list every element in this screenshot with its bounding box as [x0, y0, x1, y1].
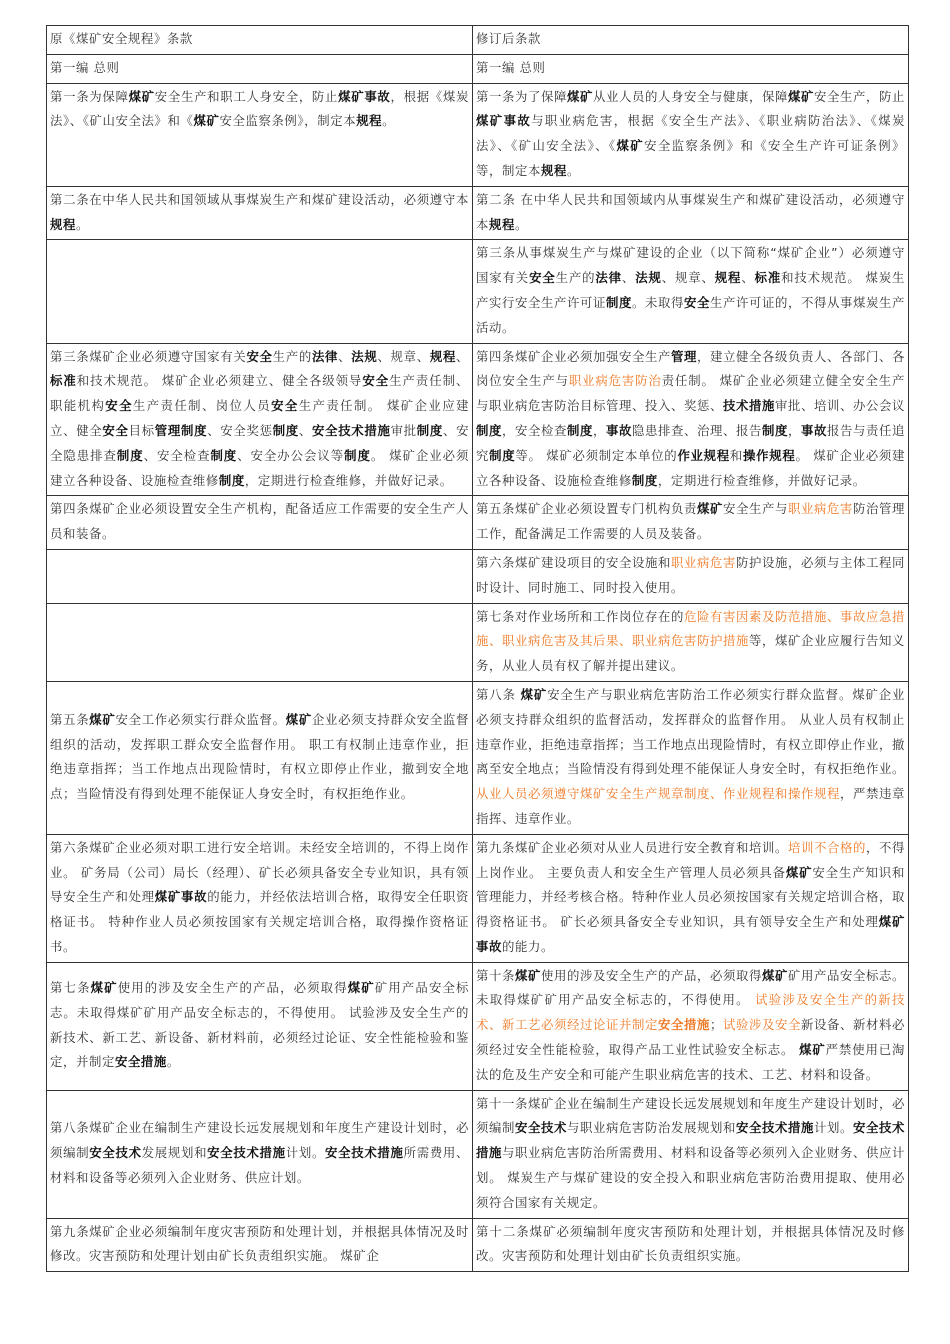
text-run: 和技术规范。 煤炭生产实行安全生产许可证: [476, 270, 906, 310]
section-row: [47, 54, 909, 83]
revised-article-cell: [473, 83, 909, 186]
text-run: 第九条煤矿企业必须编制年度灾害预防和处理计划，并根据具体情况及时修改。灾害预防和处理计划由矿长负责组织实施。 煤矿企: [50, 1223, 469, 1264]
bold-term: 制度: [272, 422, 299, 438]
highlighted-text: 试验涉及安全生产的新技术、新工艺必须经过论证并制定: [476, 992, 905, 1033]
text-run: 第四条煤矿企业必须加强安全生产: [476, 348, 671, 364]
bold-term: 制度: [476, 422, 502, 438]
text-run: 第九条煤矿企业必须对从业人员进行安全教育和培训。: [476, 839, 788, 855]
bold-term: 煤矿: [193, 113, 220, 129]
text-run: 、: [621, 270, 636, 286]
bold-term: 事故: [606, 422, 632, 438]
revised-article-cell: [473, 343, 909, 496]
text-run: 第二条 在中华人民共和国领域内从事煤炭生产和煤矿建设活动，必须遵守本: [476, 191, 905, 232]
bold-term: 制度: [416, 422, 443, 438]
highlighted-text: 职业病危害防治: [568, 373, 662, 389]
text-run: 、安全奖惩: [207, 422, 273, 438]
highlighted-text: 安全措施: [658, 1017, 710, 1033]
text-run: 。: [75, 216, 89, 232]
text-run: 第六条煤矿企业必须对职工进行安全培训。未经安全培训的，不得上岗作业。 矿务局（公司）局长（经理）、矿长必须具备安全专业知识，具有领导安全生产和处理: [50, 839, 469, 905]
text-run: 生产责任制、职能机构: [50, 373, 470, 414]
text-run: ，定期进行检查维修，并做好记录。: [244, 472, 453, 488]
text-run: 生产的: [555, 270, 596, 286]
text-run: 安全生产与: [723, 501, 788, 517]
text-run: 第五条煤矿企业必须设置专门机构负责: [476, 501, 697, 517]
original-articles-header: 原《煤矿安全规程》条款: [47, 26, 473, 55]
text-run: 的能力。: [501, 938, 554, 954]
highlighted-text: 危险有害因素及防范措施、事故应急措施、职业病危害及其后果、职业病危害防护措施: [476, 608, 905, 649]
bold-term: 煤矿: [285, 711, 312, 727]
text-run: ，不得上岗作业。 主要负责人和安全生产管理人员必须具备: [476, 839, 905, 880]
row-article-12: [47, 1218, 909, 1272]
bold-term: 安全: [684, 294, 710, 310]
text-run: 第三条煤矿企业必须遵守国家有关: [50, 348, 247, 364]
original-article-cell: [47, 83, 473, 186]
bold-term: 制度: [210, 447, 238, 463]
highlighted-text: 职业病危害: [671, 554, 736, 570]
text-run: 第四条煤矿企业必须设置安全生产机构，配备适应工作需要的安全生产人员和装备。: [50, 501, 469, 542]
revised-article-cell: [473, 186, 909, 240]
text-run: ，严禁违章指挥、违章作业。: [476, 786, 905, 826]
text-run: 第五条: [50, 711, 90, 727]
section-title-revised: 第一编 总则: [473, 54, 909, 83]
text-run: 。: [514, 216, 528, 232]
original-article-cell: [47, 549, 473, 603]
bold-term: 法规: [351, 348, 378, 364]
text-run: 第十二条煤矿必须编制年度灾害预防和处理计划，并根据具体情况及时修改。灾害预防和处理计划由矿长负责组织实施。: [476, 1223, 905, 1264]
revised-article-cell: [473, 603, 909, 681]
bold-term: 煤矿: [785, 864, 813, 880]
bold-term: 事故: [364, 88, 391, 104]
text-run: 第七条: [50, 980, 91, 996]
row-article-6-new: [47, 549, 909, 603]
text-run: 企业必须支持群众安全监督组织的活动，发挥职工群众安全监督作用。 职工有权制止违章作业，拒绝违章指挥；当工作地点出现险情时，有权立即停止作业，撤到安全地点；当险情没有得到处理不能保证人身安全时，有权拒绝作业。: [50, 711, 469, 802]
bold-term: 安全: [271, 398, 299, 414]
original-article-cell: [47, 681, 473, 834]
original-article-cell: [47, 186, 473, 240]
text-run: 防治管理工作，配备满足工作需要的人员及装备。: [476, 501, 905, 542]
row-article-11: [47, 1090, 909, 1218]
header-row: [47, 26, 909, 55]
bold-term: 煤矿: [762, 967, 788, 983]
original-article-cell: [47, 603, 473, 681]
original-article-cell: [47, 240, 473, 343]
original-article-cell: [47, 834, 473, 962]
bold-term: 煤矿: [90, 980, 118, 996]
regulation-comparison-document: [46, 25, 908, 1272]
bold-term: 安全: [362, 373, 390, 389]
text-run: 、规章、: [661, 270, 715, 286]
bold-term: 煤矿: [338, 88, 365, 104]
row-article-9: [47, 834, 909, 962]
text-run: 。: [382, 113, 396, 129]
text-run: 审批: [390, 422, 417, 438]
text-run: 安全工作必须实行群众监督。: [115, 711, 286, 727]
bold-term: 规程: [356, 113, 383, 129]
text-run: ，: [593, 422, 606, 438]
original-article-cell: [47, 962, 473, 1090]
text-run: 和: [729, 447, 744, 463]
revised-article-cell: [473, 834, 909, 962]
text-run: 、: [338, 348, 352, 364]
bold-term: 安全技术措施: [476, 1120, 905, 1161]
text-run: 第二条在中华人民共和国领域从事煤炭生产和煤矿建设活动，必须遵守本: [50, 191, 469, 207]
text-run: 的能力，并经依法培训合格，取得安全任职资格证书。 特种作业人员必须按国家有关规定培训合格，取得操作资格证书。: [50, 889, 470, 954]
bold-term: 规程: [50, 216, 76, 232]
bold-term: 煤矿: [128, 88, 155, 104]
revised-article-cell: [473, 240, 909, 343]
highlighted-text: 职业病危害: [788, 501, 853, 517]
text-run: 、安全隐患排查: [50, 422, 470, 463]
text-run: ，建立健全各级负责人、各部门、各岗位安全生产与: [476, 348, 905, 389]
text-run: ，根据《煤炭法》、《矿山安全法》和《: [50, 88, 470, 129]
bold-term: 作业规程: [677, 447, 730, 463]
text-run: 第一条为了保障: [476, 88, 567, 104]
bold-term: 法律: [595, 270, 622, 286]
text-run: 所需费用、材料和设备等必须列入企业财务、供应计划。: [50, 1145, 469, 1186]
text-run: 、规章、: [377, 348, 430, 364]
text-run: 矿用产品安全标志。未取得煤矿矿用产品安全标志的，不得使用。: [476, 967, 905, 1008]
text-run: 第十条: [476, 967, 515, 983]
row-article-4: [47, 343, 909, 496]
bold-term: 规程: [489, 216, 515, 232]
bold-term: 安全技术措施: [735, 1120, 814, 1136]
text-run: 第一条为保障: [50, 88, 129, 104]
text-run: 安全生产，防止: [814, 88, 905, 104]
text-run: 使用的涉及安全生产的产品，必须取得: [117, 980, 348, 996]
text-run: 安全生产知识和管理能力，并经考核合格。特种作业人员必须按国家有关规定培训合格，取得资格证书。 矿长必须具备安全专业知识，具有领导安全生产和处理: [476, 864, 905, 930]
text-run: ，: [788, 422, 801, 438]
row-article-8: [47, 681, 909, 834]
bold-term: 标准: [50, 373, 77, 389]
text-run: 责任制。 煤矿企业必须建立健全安全生产与职业病危害防治目标管理、投入、奖惩、: [476, 373, 906, 414]
row-article-7-new: [47, 603, 909, 681]
text-run: 。: [166, 1054, 180, 1070]
bold-term: 规程: [540, 162, 567, 178]
bold-term: 规程: [714, 270, 742, 286]
original-article-cell: [47, 1090, 473, 1218]
text-run: 第八条煤矿企业在编制生产建设长远发展规划和年度生产建设计划时，必须编制: [50, 1120, 469, 1161]
highlighted-text: 培训不合格的: [788, 839, 866, 855]
text-run: 与职业病危害防治发展规划和: [567, 1120, 736, 1136]
text-run: 计划。: [813, 1120, 853, 1136]
text-run: 与职业病危害防治所需费用、材料和设备等必须列入企业财务、供应计划。 煤炭生产与煤矿建设的安全投入和职业病危害防治费用提取、使用必须符合国家有关规定。: [476, 1145, 905, 1210]
bold-term: 煤矿: [799, 1042, 826, 1058]
bold-term: 制度: [762, 422, 788, 438]
bold-term: 安全技术措施: [207, 1145, 286, 1161]
row-article-10: [47, 962, 909, 1090]
text-run: 、安全检查: [143, 447, 211, 463]
bold-term: 规程: [429, 348, 457, 364]
text-run: 从业人员的人身安全与健康，保障: [593, 88, 788, 104]
highlighted-text: 从业人员必须遵守煤矿安全生产规章制度、作业规程和操作规程: [476, 786, 840, 802]
revised-article-cell: [473, 1218, 909, 1272]
text-run: 等，煤矿企业应履行告知义务，从业人员有权了解并提出建议。: [476, 633, 905, 674]
bold-term: 法规: [635, 270, 662, 286]
bold-term: 煤矿: [788, 88, 814, 104]
revised-article-cell: [473, 681, 909, 834]
bold-term: 安全技术: [515, 1120, 567, 1136]
bold-term: 煤矿: [347, 980, 375, 996]
bold-term: 煤矿: [616, 138, 645, 154]
text-run: 第三条从事煤炭生产与煤矿建设的企业（以下简称“煤矿企业”）必须遵守国家有关: [476, 245, 905, 286]
text-run: 生产责任制、岗位人员: [132, 398, 272, 414]
bold-term: 煤矿: [520, 686, 548, 702]
bold-term: 安全: [102, 422, 129, 438]
bold-term: 管理: [671, 348, 697, 364]
text-run: 。: [566, 162, 580, 178]
bold-term: 事故: [180, 889, 208, 905]
original-article-cell: [47, 343, 473, 496]
bold-term: 制度: [631, 472, 658, 488]
bold-term: 安全措施: [114, 1054, 167, 1070]
text-run: 防护设施，必须与主体工程同时设计、同时施工、同时投入使用。: [476, 554, 905, 595]
text-run: 。 煤矿企业必须建立各种设备、设施检查维修: [476, 447, 905, 488]
row-article-3-new: [47, 240, 909, 343]
text-run: 第八条: [476, 686, 521, 702]
text-run: 、: [298, 422, 312, 438]
bold-term: 事故: [503, 113, 532, 129]
bold-term: 煤矿: [878, 914, 905, 930]
revised-article-cell: [473, 962, 909, 1090]
bold-term: 制度: [489, 447, 516, 463]
comparison-table: [46, 25, 909, 1272]
revised-articles-header: 修订后条款: [473, 26, 909, 55]
bold-term: 技术措施: [723, 398, 775, 414]
text-run: 、: [741, 270, 755, 286]
text-run: 隐患排查、治理、报告: [632, 422, 762, 438]
text-run: 安全生产和职工人身安全，防止: [154, 88, 339, 104]
section-title-original: 第一编 总则: [47, 54, 473, 83]
bold-term: 事故: [801, 422, 827, 438]
text-run: 目标: [128, 422, 155, 438]
bold-term: 煤矿: [697, 501, 723, 517]
text-run: 生产许可证的，不得从事煤炭生产活动。: [476, 294, 905, 335]
row-article-1: [47, 83, 909, 186]
text-run: 新设备、新材料必须经过安全性能检验，取得产品工业性试验安全标志。: [476, 1017, 905, 1058]
text-run: 矿用产品安全标志。未取得煤矿矿用产品安全标志的，不得使用。 试验涉及安全生产的新技术、新工艺、新设备、新材料前，必须经过论证、安全性能检验和鉴定，并制定: [50, 980, 470, 1070]
text-run: ，安全检查: [502, 422, 567, 438]
text-run: 第十一条煤矿企业在编制生产建设长远发展规划和年度生产建设计划时，必须编制: [476, 1095, 905, 1136]
bold-term: 制度: [181, 422, 208, 438]
bold-term: 煤矿: [476, 113, 504, 129]
bold-term: 事故: [476, 938, 502, 954]
row-article-2: [47, 186, 909, 240]
bold-term: 安全: [105, 398, 133, 414]
bold-term: 煤矿: [567, 88, 593, 104]
bold-term: 制度: [218, 472, 245, 488]
bold-term: 安全: [246, 348, 273, 364]
original-article-cell: [47, 496, 473, 550]
text-run: 报告与责任追究: [476, 422, 905, 463]
text-run: 计划。: [285, 1145, 326, 1161]
revised-article-cell: [473, 549, 909, 603]
text-run: 与职业病危害，根据《安全生产法》、《职业病防治法》、《煤炭法》、《矿山安全法》、《: [476, 113, 906, 154]
text-run: 发展规划和: [141, 1145, 208, 1161]
text-run: 严禁使用已淘汰的危及生产安全和可能产生职业病危害的技术、工艺、材料和设备。: [476, 1042, 905, 1082]
text-run: 安全监察条例》，制定本: [219, 113, 357, 129]
bold-term: 煤矿: [89, 711, 116, 727]
text-run: 第六条煤矿建设项目的安全设施和: [476, 554, 671, 570]
bold-term: 管理: [154, 422, 181, 438]
highlighted-text: 试验涉及安全: [723, 1017, 802, 1033]
bold-term: 制度: [567, 422, 593, 438]
row-article-5: [47, 496, 909, 550]
text-run: 生产的: [272, 348, 312, 364]
text-run: 安全生产与职业病危害防治工作必须实行群众监督。煤矿企业必须支持群众组织的监督活动，发挥群众的监督作用。 从业人员有权制止违章作业，拒绝违章指挥；当工作地点出现险情时，有权立即停止作业，撤离至安全地点；当险情没有得到处理不能保证人身安全时，有权拒绝作业。: [476, 686, 905, 777]
text-run: ；: [710, 1017, 723, 1033]
text-run: 。未取得: [632, 294, 684, 310]
bold-term: 标准: [754, 270, 782, 286]
bold-term: 操作规程: [743, 447, 796, 463]
text-run: 等。 煤矿必须制定本单位的: [515, 447, 678, 463]
bold-term: 安全技术措施: [325, 1145, 404, 1161]
revised-article-cell: [473, 496, 909, 550]
text-run: 和技术规范。 煤矿企业必须建立、健全各级领导: [76, 373, 363, 389]
bold-term: 安全技术: [89, 1145, 142, 1161]
text-run: 生产责任制。 煤矿企业应建立、健全: [50, 398, 470, 438]
text-run: 、安全办公会议等: [237, 447, 345, 463]
bold-term: 制度: [606, 294, 632, 310]
revised-article-cell: [473, 1090, 909, 1218]
bold-term: 煤矿: [154, 889, 181, 905]
text-run: 安全监察条例》和《安全生产许可证条例》等，制定本: [476, 138, 905, 178]
text-run: 使用的涉及安全生产的产品，必须取得: [541, 967, 762, 983]
bold-term: 法律: [311, 348, 339, 364]
original-article-cell: [47, 1218, 473, 1272]
text-run: 第七条对作业场所和工作岗位存在的: [476, 608, 684, 624]
text-run: 。 煤矿企业必须建立各种设备、设施检查维修: [50, 447, 470, 488]
text-run: 、: [456, 348, 470, 364]
bold-term: 安全技术措施: [312, 422, 391, 438]
text-run: 审批、培训、办公会议: [775, 398, 905, 414]
bold-term: 制度: [116, 447, 144, 463]
bold-term: 制度: [344, 447, 371, 463]
bold-term: 安全: [529, 270, 556, 286]
text-run: ，定期进行检查维修，并做好记录。: [657, 472, 866, 488]
bold-term: 煤矿: [515, 967, 541, 983]
